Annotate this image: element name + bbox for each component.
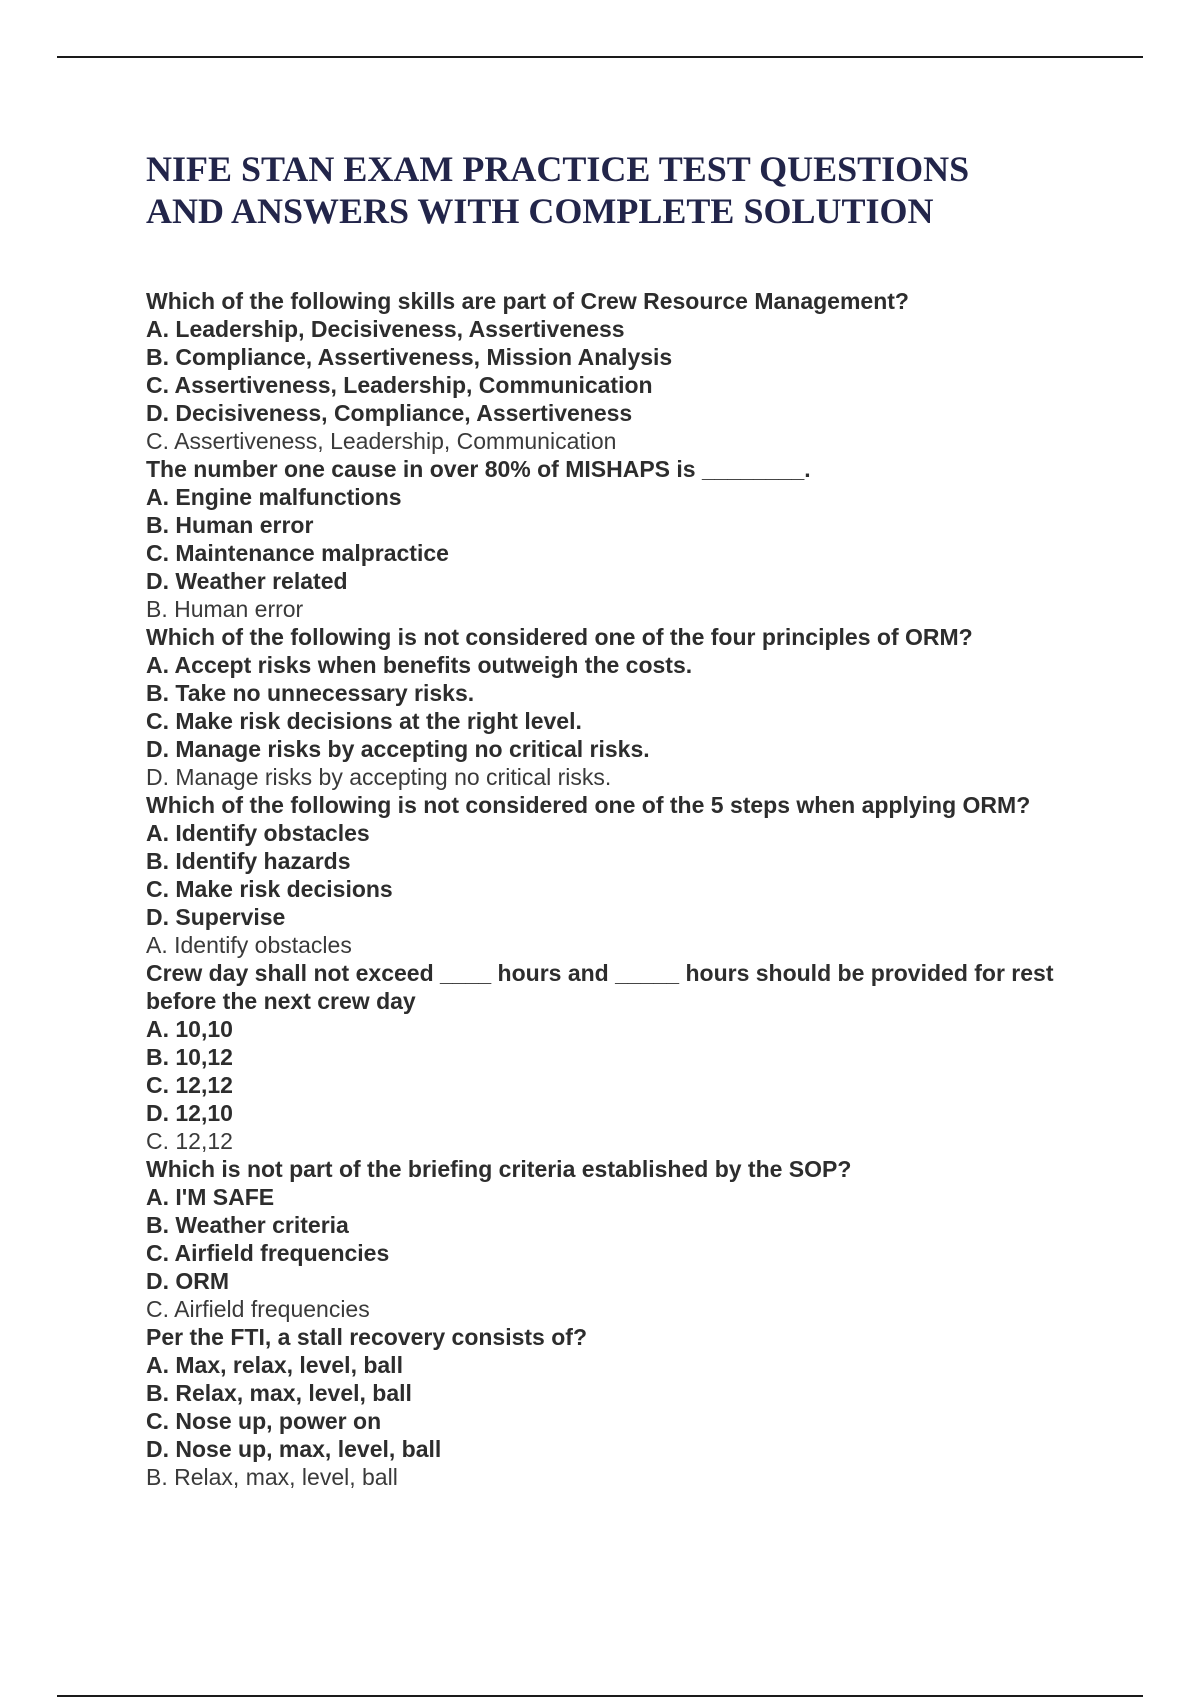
question-text: Which of the following is not considered one of the 5 steps when applying ORM?	[146, 792, 1031, 818]
document-title-line-2: AND ANSWERS WITH COMPLETE SOLUTION	[146, 191, 934, 231]
footer-rule	[57, 1695, 1143, 1697]
option-a: A. Identify obstacles	[146, 820, 370, 846]
option-b: B. Relax, max, level, ball	[146, 1380, 412, 1406]
document-title-line-1: NIFE STAN EXAM PRACTICE TEST QUESTIONS	[146, 149, 970, 189]
option-b: B. Take no unnecessary risks.	[146, 680, 475, 706]
question-block-2	[146, 455, 1086, 623]
question-block-1	[146, 287, 1086, 455]
question-text: The number one cause in over 80% of MISHAPS is ________.	[146, 456, 811, 482]
option-c: C. 12,12	[146, 1072, 233, 1098]
option-a: A. Engine malfunctions	[146, 484, 402, 510]
option-c: C. Make risk decisions at the right level.	[146, 708, 582, 734]
question-list	[146, 287, 1086, 1491]
option-a: A. Accept risks when benefits outweigh the costs.	[146, 652, 693, 678]
question-text: Which of the following skills are part of Crew Resource Management?	[146, 288, 909, 314]
option-c: C. Nose up, power on	[146, 1408, 382, 1434]
question-block-4	[146, 791, 1086, 959]
option-d: D. Manage risks by accepting no critical risks.	[146, 736, 650, 762]
question-block-3	[146, 623, 1086, 791]
option-b: B. Identify hazards	[146, 848, 351, 874]
option-c: C. Airfield frequencies	[146, 1240, 390, 1266]
answer-text: B. Relax, max, level, ball	[146, 1464, 398, 1490]
answer-text: B. Human error	[146, 596, 304, 622]
option-c: C. Assertiveness, Leadership, Communication	[146, 372, 653, 398]
option-d: D. Weather related	[146, 568, 348, 594]
option-c: C. Maintenance malpractice	[146, 540, 449, 566]
answer-text: D. Manage risks by accepting no critical risks.	[146, 764, 612, 790]
question-text: Per the FTI, a stall recovery consists of?	[146, 1324, 587, 1350]
answer-text: C. Airfield frequencies	[146, 1296, 370, 1322]
option-a: A. Leadership, Decisiveness, Assertiveness	[146, 316, 625, 342]
question-block-5	[146, 959, 1086, 1155]
question-block-7	[146, 1323, 1086, 1491]
option-b: B. 10,12	[146, 1044, 233, 1070]
option-b: B. Weather criteria	[146, 1212, 349, 1238]
document-title	[146, 148, 1106, 232]
option-d: D. 12,10	[146, 1100, 233, 1126]
option-d: D. Decisiveness, Compliance, Assertiveness	[146, 400, 633, 426]
option-c: C. Make risk decisions	[146, 876, 393, 902]
option-a: A. 10,10	[146, 1016, 233, 1042]
header-rule	[57, 56, 1143, 58]
question-text: Which is not part of the briefing criteria established by the SOP?	[146, 1156, 852, 1182]
answer-text: A. Identify obstacles	[146, 932, 352, 958]
option-b: B. Compliance, Assertiveness, Mission Analysis	[146, 344, 673, 370]
option-a: A. I'M SAFE	[146, 1184, 275, 1210]
option-a: A. Max, relax, level, ball	[146, 1352, 403, 1378]
question-text: Crew day shall not exceed ____ hours and _____ hours should be provided for rest before the next crew day	[146, 960, 1054, 1014]
answer-text: C. 12,12	[146, 1128, 233, 1154]
option-d: D. Nose up, max, level, ball	[146, 1436, 442, 1462]
question-block-6	[146, 1155, 1086, 1323]
option-b: B. Human error	[146, 512, 314, 538]
answer-text: C. Assertiveness, Leadership, Communication	[146, 428, 617, 454]
question-text: Which of the following is not considered one of the four principles of ORM?	[146, 624, 973, 650]
option-d: D. ORM	[146, 1268, 230, 1294]
option-d: D. Supervise	[146, 904, 286, 930]
